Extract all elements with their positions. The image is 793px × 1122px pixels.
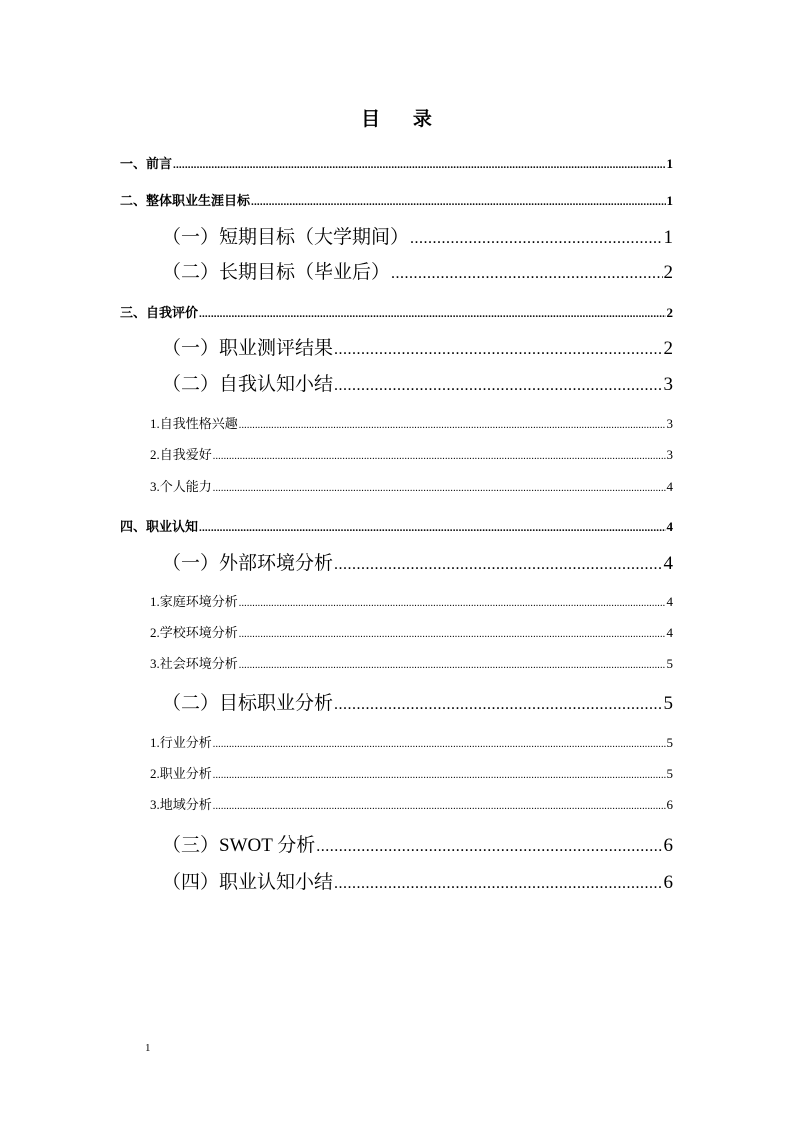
toc-entry[interactable] <box>162 260 673 286</box>
dot-leader <box>239 626 666 644</box>
dot-leader <box>213 798 666 816</box>
toc-title: 目 录 <box>361 109 446 130</box>
toc-entry[interactable] <box>162 691 673 717</box>
toc-entry-label: 三、自我评价 <box>120 305 199 320</box>
toc-entry[interactable] <box>150 655 673 673</box>
toc-entry[interactable] <box>120 155 673 173</box>
toc-entry[interactable] <box>162 336 673 362</box>
toc-entry-page: 4 <box>666 594 673 609</box>
toc-entry-label: 四、职业认知 <box>120 519 199 534</box>
toc-entry[interactable] <box>150 415 673 433</box>
toc-entry-page: 5 <box>666 735 673 750</box>
dot-leader <box>410 226 662 252</box>
toc-entry[interactable] <box>150 734 673 752</box>
toc-entry-page: 4 <box>666 479 673 494</box>
toc-entry-label: （二）自我认知小结 <box>162 374 334 395</box>
toc-entry-label: 3.地域分析 <box>150 797 212 812</box>
toc-entry[interactable] <box>120 304 673 322</box>
dot-leader <box>334 552 662 578</box>
toc-entry[interactable] <box>162 372 673 398</box>
toc-entry-page: 2 <box>663 338 673 359</box>
dot-leader <box>173 156 665 174</box>
toc-entry-label: （一）职业测评结果 <box>162 338 334 359</box>
dot-leader <box>199 519 665 537</box>
dot-leader <box>213 767 666 785</box>
toc-entry[interactable] <box>120 192 673 210</box>
toc-entry-page: 3 <box>666 447 673 462</box>
toc-entry[interactable] <box>162 551 673 577</box>
toc-entry-page: 6 <box>663 872 673 893</box>
dot-leader <box>251 193 665 211</box>
toc-entry[interactable] <box>150 478 673 496</box>
dot-leader <box>334 871 662 897</box>
toc-entry-page: 1 <box>663 227 673 248</box>
toc-entry-label: 一、前言 <box>120 156 173 171</box>
dot-leader <box>213 736 666 754</box>
dot-leader <box>239 657 666 675</box>
dot-leader <box>239 595 666 613</box>
dot-leader <box>334 692 662 718</box>
toc-entry-page: 2 <box>663 262 673 283</box>
toc-entry-label: 3.个人能力 <box>150 479 212 494</box>
toc-entry-label: 2.职业分析 <box>150 766 212 781</box>
toc-entry-label: 1.家庭环境分析 <box>150 594 238 609</box>
toc-entry-page: 4 <box>663 553 673 574</box>
dot-leader <box>316 834 662 860</box>
toc-entry[interactable] <box>150 765 673 783</box>
toc-entry[interactable] <box>162 870 673 896</box>
toc-entry-label: （一）短期目标（大学期间） <box>162 227 410 248</box>
toc-entry-label: （四）职业认知小结 <box>162 872 334 893</box>
toc-entry-label: （一）外部环境分析 <box>162 553 334 574</box>
toc-entry[interactable] <box>150 593 673 611</box>
toc-entry-label: 2.学校环境分析 <box>150 625 238 640</box>
dot-leader <box>199 305 665 323</box>
dot-leader <box>213 448 666 466</box>
toc-entry[interactable] <box>162 833 673 859</box>
toc-entry-page: 5 <box>666 656 673 671</box>
toc-entry-page: 5 <box>663 693 673 714</box>
toc-entry-label: （三）SWOT 分析 <box>162 835 316 856</box>
toc-entry-page: 3 <box>663 374 673 395</box>
dot-leader <box>334 337 662 363</box>
toc-entry-page: 6 <box>663 835 673 856</box>
toc-entry[interactable] <box>150 624 673 642</box>
dot-leader <box>213 480 666 498</box>
toc-entry-page: 4 <box>666 519 673 534</box>
toc-entry-label: 2.自我爱好 <box>150 447 212 462</box>
toc-entry-label: （二）目标职业分析 <box>162 693 334 714</box>
page-number: 1 <box>145 1042 151 1054</box>
dot-leader <box>391 261 662 287</box>
dot-leader <box>334 373 662 399</box>
toc-entry-page: 1 <box>666 156 673 171</box>
toc-entry-page: 3 <box>666 416 673 431</box>
toc-entry-label: 1.行业分析 <box>150 735 212 750</box>
toc-entry-label: （二）长期目标（毕业后） <box>162 262 391 283</box>
toc-entry-page: 5 <box>666 766 673 781</box>
toc-entry-label: 3.社会环境分析 <box>150 656 238 671</box>
toc-entry[interactable] <box>120 518 673 536</box>
toc-entry[interactable] <box>162 225 673 251</box>
dot-leader <box>239 417 666 435</box>
toc-entry-label: 二、整体职业生涯目标 <box>120 193 251 208</box>
toc-entry-page: 2 <box>666 305 673 320</box>
toc-entry-page: 6 <box>666 797 673 812</box>
toc-entry[interactable] <box>150 796 673 814</box>
toc-entry-page: 1 <box>666 193 673 208</box>
toc-entry[interactable] <box>150 446 673 464</box>
toc-entry-label: 1.自我性格兴趣 <box>150 416 238 431</box>
toc-entry-page: 4 <box>666 625 673 640</box>
